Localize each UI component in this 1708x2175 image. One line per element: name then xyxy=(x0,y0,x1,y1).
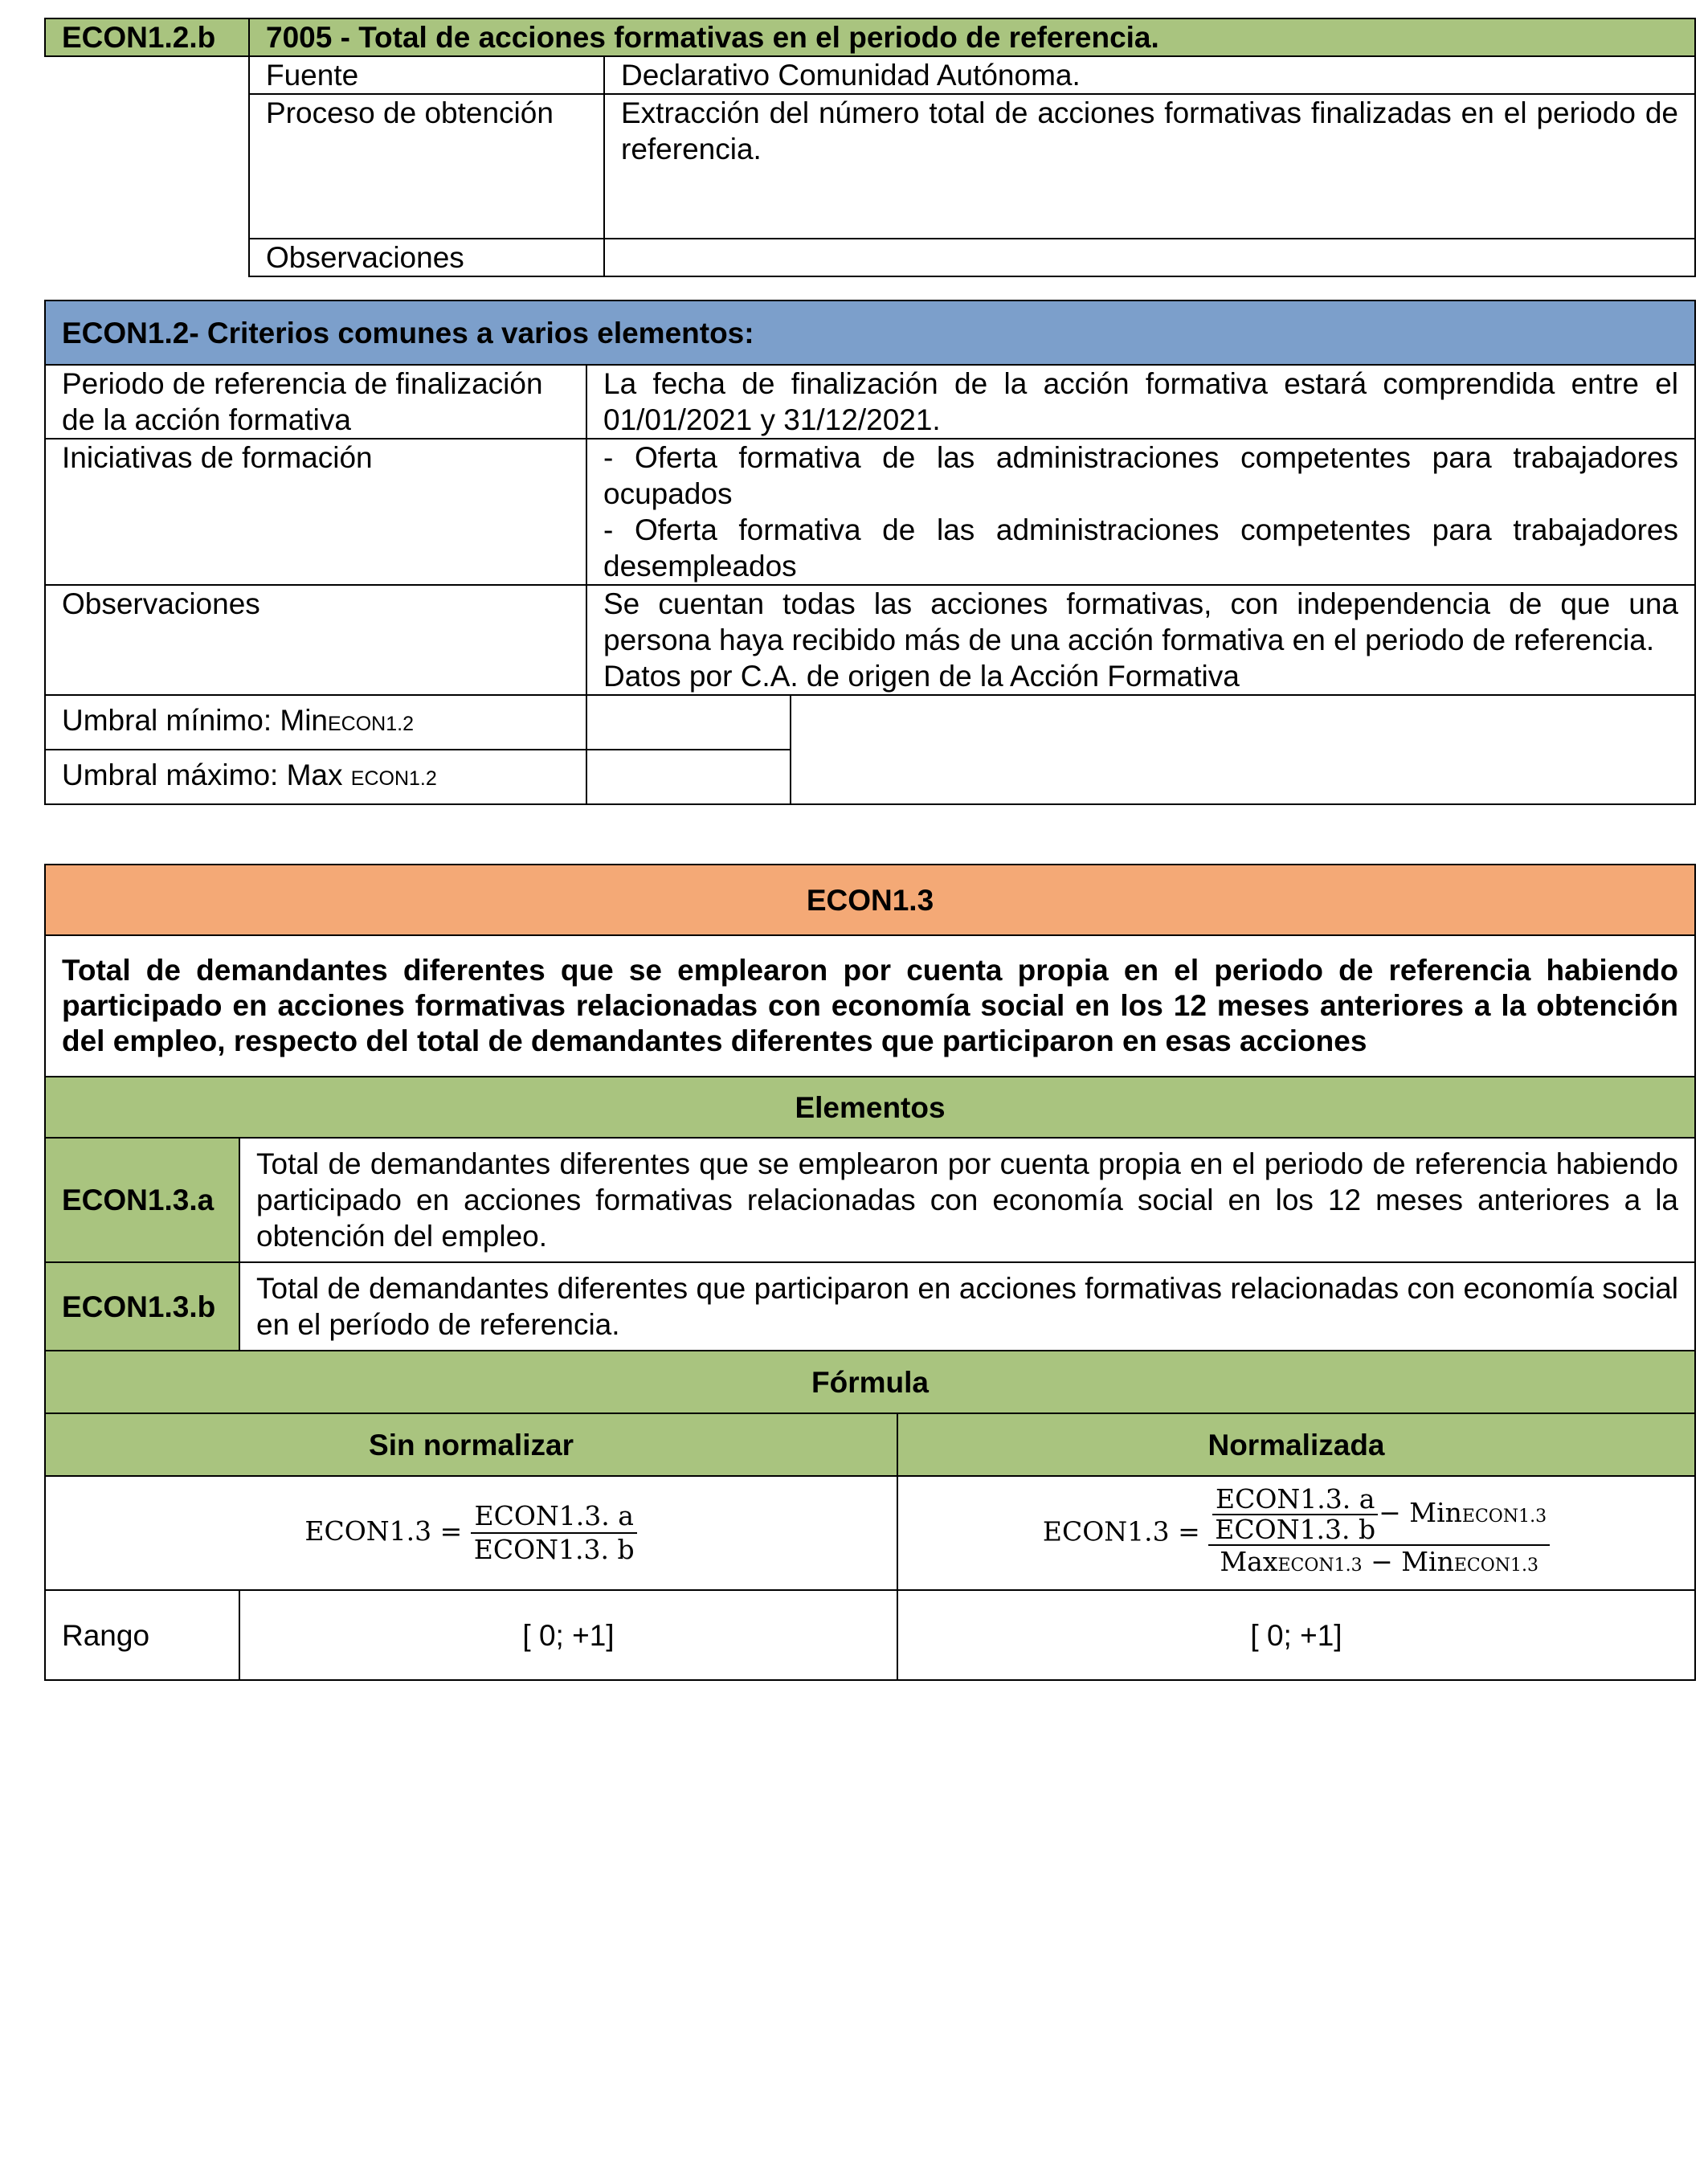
indicator-code: ECON1.3 xyxy=(45,865,1695,935)
numerator: ECON1.3. a xyxy=(471,1500,636,1534)
row-label: Fuente xyxy=(249,56,604,94)
row-value xyxy=(604,239,1695,276)
umbral-max-value xyxy=(586,750,791,804)
denominator: ECON1.3. b xyxy=(473,1534,635,1565)
elementos-header: Elementos xyxy=(45,1077,1695,1138)
row-value xyxy=(586,439,1695,585)
section-header: ECON1.2- Criterios comunes a varios elementos: xyxy=(45,300,1695,365)
element-code: ECON1.3.b xyxy=(45,1262,239,1351)
outer-fraction xyxy=(1208,1482,1550,1582)
outer-denominator xyxy=(1216,1546,1542,1582)
row-label: Proceso de obtención xyxy=(249,94,604,239)
table-econ1-3 xyxy=(44,864,1696,1681)
umbral-max-label xyxy=(45,750,586,804)
spacer xyxy=(45,56,249,94)
umbral-empty xyxy=(791,695,1695,804)
code-cell: ECON1.2.b xyxy=(45,18,249,56)
title-cell: 7005 - Total de acciones formativas en el periodo de referencia. xyxy=(249,18,1695,56)
umbral-min-value xyxy=(586,695,791,750)
row-value: Extracción del número total de acciones formativas finalizadas en el periodo de referencia. xyxy=(604,94,1695,239)
umbral-max-text: Umbral máximo: Max xyxy=(62,758,351,791)
minus-min-den: − Min xyxy=(1362,1545,1454,1577)
umbral-min-label xyxy=(45,695,586,750)
outer-numerator xyxy=(1208,1482,1550,1546)
table-econ1-2-b xyxy=(44,18,1696,277)
inner-numerator: ECON1.3. a xyxy=(1212,1485,1378,1515)
minus-min: − Min xyxy=(1379,1496,1462,1528)
inner-fraction xyxy=(1212,1482,1379,1545)
fraction xyxy=(471,1500,638,1566)
min-sub-den: ECON1.3 xyxy=(1453,1555,1539,1576)
row-label: Observaciones xyxy=(249,239,604,276)
rango-sin-normalizar: [ 0; +1] xyxy=(239,1590,897,1680)
spacer xyxy=(45,239,249,276)
indicator-description: Total de demandantes diferentes que se emplearon por cuenta propia en el periodo de referencia habiendo participado en acciones formativas relacionadas con economía social en los 12 meses anteriores a la obtención del empleo, respecto del total de demandantes diferentes que participaron en esas acciones xyxy=(45,935,1695,1077)
row-value: Declarativo Comunidad Autónoma. xyxy=(604,56,1695,94)
umbral-min-sub: ECON1.2 xyxy=(328,713,414,735)
row-value: La fecha de finalización de la acción formativa estará comprendida entre el 01/01/2021 y 31/12/2021. xyxy=(586,365,1695,439)
formula-lhs: ECON1.3 = xyxy=(1042,1515,1200,1547)
rango-label: Rango xyxy=(45,1590,239,1680)
formula-normalizada xyxy=(897,1476,1695,1590)
row-label: Periodo de referencia de finalización de la acción formativa xyxy=(45,365,586,439)
max-sub: ECON1.3 xyxy=(1277,1555,1363,1576)
inner-denominator: ECON1.3. b xyxy=(1215,1513,1376,1545)
formula-header: Fórmula xyxy=(45,1351,1695,1413)
umbral-min-text: Umbral mínimo: Min xyxy=(62,704,328,737)
sin-normalizar-header: Sin normalizar xyxy=(45,1413,897,1476)
element-text: Total de demandantes diferentes que participaron en acciones formativas relacionadas con economía social en el período de referencia. xyxy=(239,1262,1695,1351)
umbral-max-sub: ECON1.2 xyxy=(350,767,437,790)
table-criterios-comunes xyxy=(44,300,1696,805)
value-line: - Oferta formativa de las administraciones competentes para trabajadores ocupados xyxy=(603,441,1679,510)
row-label: Iniciativas de formación xyxy=(45,439,586,585)
max-text: Max xyxy=(1220,1545,1278,1577)
element-code: ECON1.3.a xyxy=(45,1138,239,1262)
formula-sin-normalizar xyxy=(45,1476,897,1590)
row-label: Observaciones xyxy=(45,585,586,695)
min-sub: ECON1.3 xyxy=(1461,1506,1547,1527)
rango-normalizada: [ 0; +1] xyxy=(897,1590,1695,1680)
row-value xyxy=(586,585,1695,695)
value-line: Datos por C.A. de origen de la Acción Formativa xyxy=(603,660,1240,693)
element-text: Total de demandantes diferentes que se emplearon por cuenta propia en el periodo de referencia habiendo participado en acciones formativas relacionadas con economía social en los 12 meses anteriores a la obtención del empleo. xyxy=(239,1138,1695,1262)
value-line: - Oferta formativa de las administraciones competentes para trabajadores desempleados xyxy=(603,513,1679,583)
spacer xyxy=(45,94,249,239)
formula-lhs: ECON1.3 = xyxy=(304,1515,463,1547)
normalizada-header: Normalizada xyxy=(897,1413,1695,1476)
value-line: Se cuentan todas las acciones formativas, con independencia de que una persona haya recibido más de una acción formativa en el periodo de referencia. xyxy=(603,587,1679,656)
